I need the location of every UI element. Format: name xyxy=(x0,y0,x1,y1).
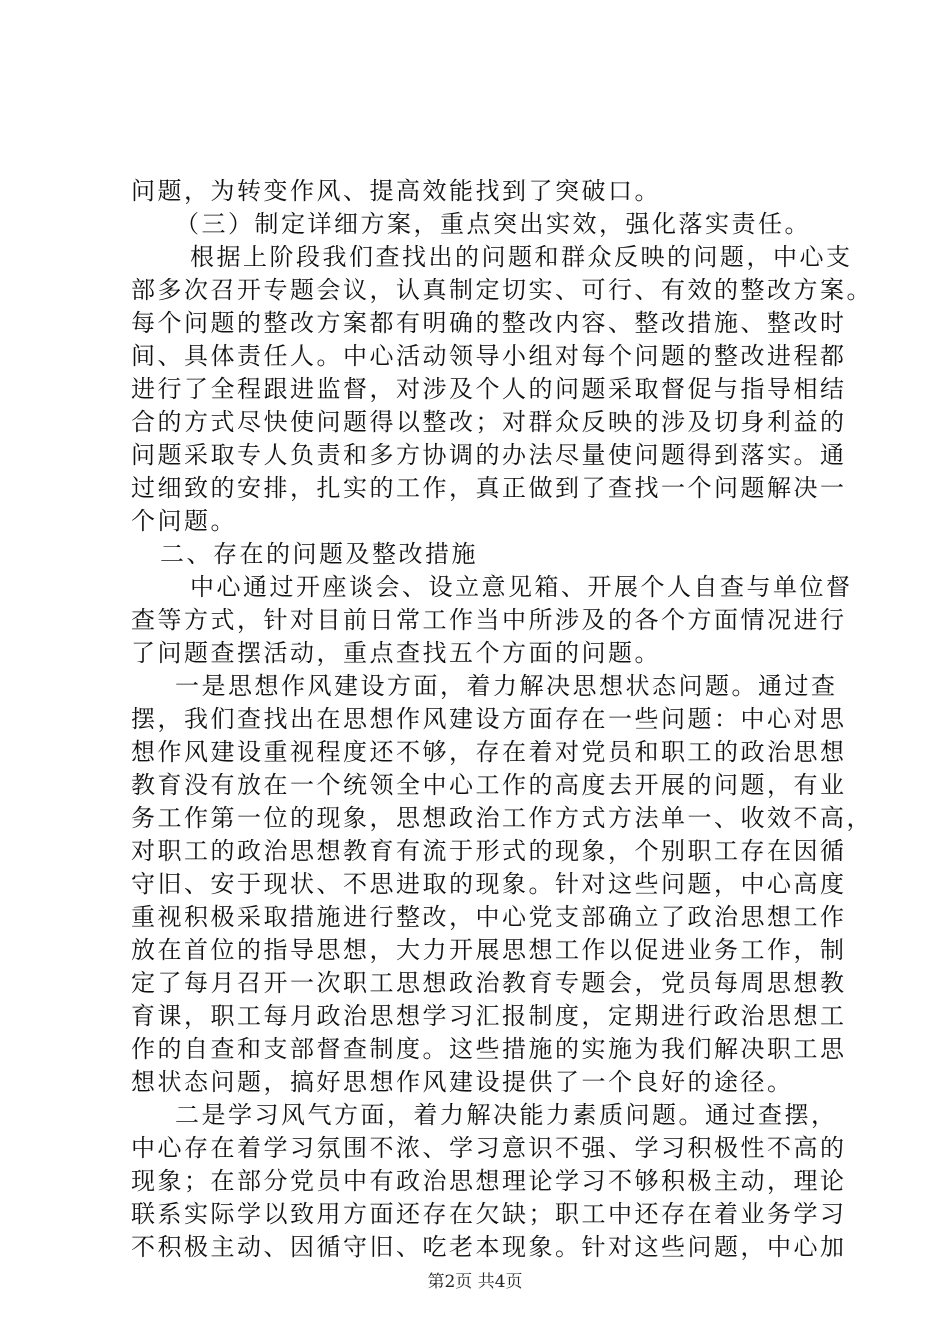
text-line: 想状态问题，搞好思想作风建设提供了一个良好的途径。 xyxy=(131,1068,794,1096)
text-line: 育课，职工每月政治思想学习汇报制度，定期进行政治思想工 xyxy=(131,1002,847,1030)
text-line: 定了每月召开一次职工思想政治教育专题会，党员每周思想教 xyxy=(131,969,847,997)
section-heading: 二、存在的问题及整改措施 xyxy=(160,540,478,568)
text-line: 进行了全程跟进监督，对涉及个人的问题采取督促与指导相结 xyxy=(131,375,847,403)
text-line: 部多次召开专题会议，认真制定切实、可行、有效的整改方案。 xyxy=(131,276,873,304)
text-line: 二是学习风气方面，着力解决能力素质问题。通过查摆， xyxy=(175,1101,838,1129)
text-line: 中心存在着学习氛围不浓、学习意识不强、学习积极性不高的 xyxy=(131,1134,847,1162)
text-line: 对职工的政治思想教育有流于形式的现象，个别职工存在因循 xyxy=(131,837,847,865)
text-line: 教育没有放在一个统领全中心工作的高度去开展的问题，有业 xyxy=(131,771,847,799)
text-line: 个问题。 xyxy=(131,507,237,535)
section-heading: （三）制定详细方案，重点突出实效，强化落实责任。 xyxy=(175,210,811,238)
text-line: 了问题查摆活动，重点查找五个方面的问题。 xyxy=(131,639,661,667)
text-line: 查等方式，针对目前日常工作当中所涉及的各个方面情况进行 xyxy=(131,606,847,634)
page-footer: 第2页 共4页 xyxy=(427,1272,523,1292)
text-line: 想作风建设重视程度还不够，存在着对党员和职工的政治思想 xyxy=(131,738,847,766)
text-line: 根据上阶段我们查找出的问题和群众反映的问题，中心支 xyxy=(190,243,853,271)
text-line: 守旧、安于现状、不思进取的现象。针对这些问题，中心高度 xyxy=(131,870,847,898)
text-line: 联系实际学以致用方面还存在欠缺；职工中还存在着业务学习 xyxy=(131,1200,847,1228)
text-line: 作的自查和支部督查制度。这些措施的实施为我们解决职工思 xyxy=(131,1035,847,1063)
text-line: 不积极主动、因循守旧、吃老本现象。针对这些问题，中心加 xyxy=(131,1233,847,1261)
text-line: 每个问题的整改方案都有明确的整改内容、整改措施、整改时 xyxy=(131,309,847,337)
text-line: 重视积极采取措施进行整改，中心党支部确立了政治思想工作 xyxy=(131,903,847,931)
text-line: 问题采取专人负责和多方协调的办法尽量使问题得到落实。通 xyxy=(131,441,847,469)
text-line: 现象；在部分党员中有政治思想理论学习不够积极主动，理论 xyxy=(131,1167,847,1195)
text-line: 合的方式尽快使问题得以整改；对群众反映的涉及切身利益的 xyxy=(131,408,847,436)
text-line: 问题，为转变作风、提高效能找到了突破口。 xyxy=(131,177,661,205)
text-line: 中心通过开座谈会、设立意见箱、开展个人自查与单位督 xyxy=(190,573,853,601)
text-line: 放在首位的指导思想，大力开展思想工作以促进业务工作，制 xyxy=(131,936,847,964)
text-line: 摆，我们查找出在思想作风建设方面存在一些问题：中心对思 xyxy=(131,705,847,733)
text-line: 务工作第一位的现象，思想政治工作方式方法单一、收效不高， xyxy=(131,804,873,832)
text-line: 间、具体责任人。中心活动领导小组对每个问题的整改进程都 xyxy=(131,342,847,370)
text-line: 过细致的安排，扎实的工作，真正做到了查找一个问题解决一 xyxy=(131,474,847,502)
text-line: 一是思想作风建设方面，着力解决思想状态问题。通过查 xyxy=(175,672,838,700)
